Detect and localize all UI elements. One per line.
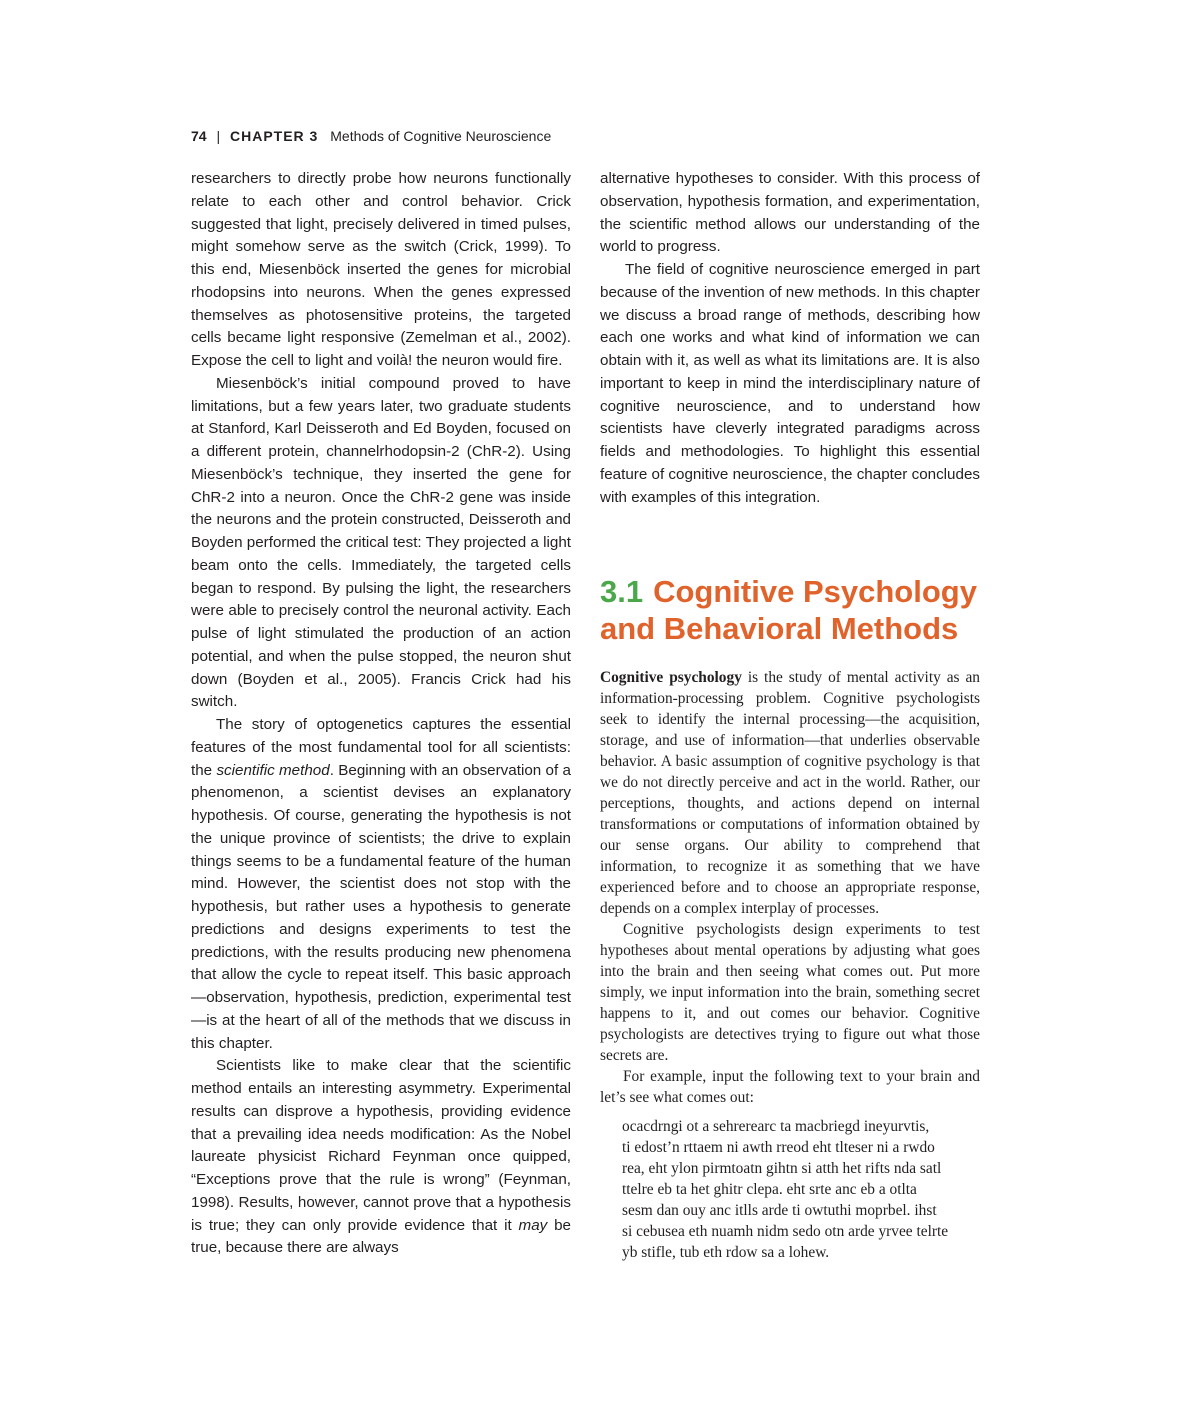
- paragraph: alternative hypotheses to consider. With this process of observation, hypothesis formation, and experimentation, the scientific method allows our understanding of the world to progress.: [600, 170, 980, 256]
- text-run: . Beginning with an observation of a phenomenon, a scientist devises an explanatory hypothesis. Of course, generating the hypothesis is not the unique province of scientists; the drive to explain things seems to be a fundamental feature of the human mind. However, the scientist does not stop with the hypothesis, but rather uses a hypothesis to generate predictions and designs experiments to test the predictions, with the results producing new phenomena that allow the cycle to repeat itself. This basic approach—observation, hypothesis, prediction, experimental test—is at the heart of all of the methods that we discuss in this chapter.: [191, 761, 571, 1052]
- page-number: 74: [191, 128, 207, 144]
- paragraph: [191, 1055, 571, 1260]
- right-column: [600, 168, 980, 1263]
- scrambled-line: yb stifle, tub eth rdow sa a lohew.: [622, 1244, 830, 1262]
- chapter-title: Methods of Cognitive Neuroscience: [330, 128, 552, 144]
- paragraph: Miesenböck’s initial compound proved to have limitations, but a few years later, two graduate students at Stanford, Karl Deisseroth and Ed Boyden, focused on a different protein, channelrhodopsin-2 (ChR-2). Using Miesenböck’s technique, they inserted the gene for ChR-2 into a neuron. Once the ChR-2 gene was inside the neurons and the protein constructed, Deisseroth and Boyden performed the critical test: They projected a light beam onto the cells. Immediately, the targeted cells began to respond. By pulsing the light, the researchers were able to precisely control the neuronal activity. Each pulse of light stimulated the production of an action potential, and when the pulse stopped, the neuron shut down (Boyden et al., 2005). Francis Crick had his switch.: [191, 374, 571, 711]
- section-heading: [600, 573, 980, 647]
- text-run: Scientists like to make clear that the scientific method entails an interesting asymmetry. Experimental results can disprove a hypothesis, providing evidence that a prevailing idea needs modification: As the Nobel laureate physicist Richard Feynman once quipped, “Exceptions prove that the rule is wrong” (Feynman, 1998). Results, however, cannot prove that a hypothesis is true; they can only provide evidence that it: [191, 1057, 571, 1234]
- header-separator: |: [216, 128, 221, 144]
- section-title: Cognitive Psychology and Behavioral Methods: [600, 574, 977, 647]
- scrambled-line: sesm dan ouy anc itlls arde ti owtuthi moprbel. ihst: [622, 1202, 937, 1220]
- italic-term: may: [518, 1216, 548, 1234]
- section-number: 3.1: [600, 574, 644, 610]
- text-run: The story of optogenetics captures the essential features of the most fundamental tool for all scientists: the: [191, 716, 571, 779]
- scrambled-line: ocacdrngi ot a sehrerearc ta macbriegd ineyurvtis,: [622, 1118, 930, 1136]
- paragraph: researchers to directly probe how neurons functionally relate to each other and control behavior. Crick suggested that light, precisely delivered in timed pulses, might somehow serve as the switch (Crick, 1999). To this end, Miesenböck inserted the genes for microbial rhodopsins into neurons. When the genes expressed themselves as photosensitive proteins, the targeted cells became light responsive (Zemelman et al., 2002). Expose the cell to light and voilà! the neuron would fire.: [191, 170, 571, 369]
- scrambled-line: ti edost’n rttaem ni awth rreod eht tlteser ni a rwdo: [622, 1139, 935, 1157]
- italic-term: scientific method: [216, 761, 330, 779]
- paragraph: [191, 714, 571, 1055]
- paragraph: Cognitive psychologists design experiments to test hypotheses about mental operations by adjusting what goes into the brain and then seeing what comes out. Put more simply, we input information into the brain, something secret happens to it, and out comes our behavior. Cognitive psychologists are detectives trying to figure out what those secrets are.: [600, 921, 980, 1065]
- paragraph: The field of cognitive neuroscience emerged in part because of the invention of new methods. In this chapter we discuss a broad range of methods, describing how each one works and what kind of information we can obtain with it, as well as what its limitations are. It is also important to keep in mind the interdisciplinary nature of cognitive neuroscience, and to understand how scientists have cleverly integrated paradigms across fields and methodologies. To highlight this essential feature of cognitive neuroscience, the chapter concludes with examples of this integration.: [600, 261, 980, 506]
- text-run: be true, because there are always: [191, 1216, 571, 1257]
- paragraph: [600, 667, 980, 919]
- chapter-label: CHAPTER 3: [230, 128, 319, 144]
- running-head: [191, 127, 551, 145]
- key-term: Cognitive psychology: [600, 669, 742, 687]
- text-run: is the study of mental activity as an information-processing problem. Cognitive psychologists seek to identify the internal processing—the acquisition, storage, and use of information—that underlies observable behavior. A basic assumption of cognitive psychology is that we do not directly perceive and act in the world. Rather, our perceptions, thoughts, and actions depend on internal transformations or computations of information obtained by our sense organs. Our ability to comprehend that information, to recognize it as something that we have experienced before and to choose an appropriate response, depends on a complex interplay of processes.: [600, 669, 981, 918]
- paragraph: For example, input the following text to your brain and let’s see what comes out:: [600, 1068, 980, 1107]
- scrambled-line: rea, eht ylon pirmtoatn gihtn si atth het rifts nda satl: [622, 1160, 942, 1178]
- section-body: [600, 667, 980, 1108]
- scrambled-text-example: [622, 1116, 980, 1263]
- scrambled-line: si cebusea eth nuamh nidm sedo otn arde yrvee telrte: [622, 1223, 949, 1241]
- scrambled-line: ttelre eb ta het ghitr clepa. eht srte anc eb a otlta: [622, 1181, 917, 1199]
- left-column: [191, 168, 571, 1260]
